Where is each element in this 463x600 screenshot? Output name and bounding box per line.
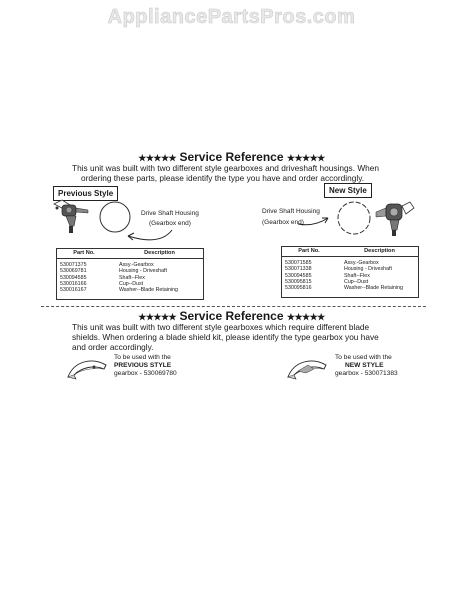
section1-intro-line2: ordering these parts, please identify the type you have and order accordingly. bbox=[81, 173, 365, 183]
table-row-desc: Shaft--Flex bbox=[344, 272, 370, 279]
new-gearbox-end-label: (Gearbox end) bbox=[262, 219, 304, 226]
table-header bbox=[282, 247, 418, 257]
new-housing-label: Drive Shaft Housing bbox=[262, 208, 320, 215]
stars-left-icon: ★★★★★ bbox=[138, 312, 177, 322]
section1-intro-line1: This unit was built with two different style gearboxes and driveshaft housings. When bbox=[72, 163, 379, 173]
new-housing-circle-icon bbox=[335, 199, 373, 237]
table-row-part: 530016167 bbox=[60, 287, 87, 294]
section2-intro-line2: shields. When ordering a blade shield kit, please identify the type gearbox you have bbox=[72, 332, 379, 342]
table-row-part: 530094585 bbox=[60, 274, 87, 281]
table-row-desc: Washer--Blade Retaining bbox=[119, 287, 178, 294]
new-parts-table bbox=[281, 246, 419, 298]
previous-shield-note bbox=[114, 354, 177, 378]
description-header: Description bbox=[144, 250, 175, 257]
table-row-desc: Cup--Dust bbox=[119, 280, 144, 287]
description-header: Description bbox=[364, 248, 395, 255]
previous-housing-label: Drive Shaft Housing bbox=[141, 210, 199, 217]
section2-intro-line1: This unit was built with two different style gearboxes which require different blade bbox=[72, 322, 370, 332]
new-pointer-arrow-icon bbox=[296, 214, 336, 228]
service-reference-title-2 bbox=[0, 309, 463, 323]
table-row-part: 530069781 bbox=[60, 268, 87, 275]
stars-right-icon: ★★★★★ bbox=[286, 312, 325, 322]
table-row-desc: Housing - Driveshaft bbox=[119, 268, 167, 275]
table-row-part: 530094585 bbox=[285, 272, 312, 279]
previous-note-line1: To be used with the bbox=[114, 354, 171, 361]
new-gearbox-drawing-icon bbox=[374, 196, 418, 240]
table-row-part: 530095815 bbox=[285, 278, 312, 285]
table-row-desc: Assy.-Gearbox bbox=[119, 262, 154, 268]
section2-intro-line3: and order accordingly. bbox=[72, 342, 154, 352]
table-row-part: 530071338 bbox=[285, 266, 312, 273]
table-row-desc: Washer--Blade Retaining bbox=[344, 285, 403, 292]
previous-note-line3: gearbox - 530069780 bbox=[114, 370, 177, 377]
table-row-part: 530071375 bbox=[60, 262, 87, 268]
table-row-part: 530095816 bbox=[285, 285, 312, 292]
table-row-part: 530016166 bbox=[60, 280, 87, 287]
table-row-desc: Assy.-Gearbox bbox=[344, 260, 379, 266]
table-row-desc: Housing - Driveshaft bbox=[344, 266, 392, 273]
table-row-desc: Cup--Dust bbox=[344, 278, 369, 285]
previous-blade-shield-icon bbox=[64, 355, 110, 383]
table-row-part: 530071585 bbox=[285, 260, 312, 266]
service-reference-title-1 bbox=[0, 150, 463, 164]
new-blade-shield-icon bbox=[284, 355, 330, 383]
new-note-line1: To be used with the bbox=[335, 354, 392, 361]
previous-pointer-arrow-icon bbox=[120, 228, 180, 250]
title-text: Service Reference bbox=[179, 150, 284, 164]
previous-note-line2: PREVIOUS STYLE bbox=[114, 362, 172, 369]
new-note-line2: NEW STYLE bbox=[345, 362, 384, 369]
table-row-desc: Shaft--Flex bbox=[119, 274, 145, 281]
section-divider bbox=[41, 306, 426, 307]
previous-style-label: Previous Style bbox=[53, 186, 118, 201]
previous-parts-table bbox=[56, 248, 204, 300]
site-watermark: AppliancePartsPros.com bbox=[107, 6, 356, 28]
previous-gearbox-drawing-icon bbox=[48, 196, 98, 240]
table-header bbox=[57, 249, 203, 259]
part-no-header: Part No. bbox=[73, 250, 95, 257]
new-shield-note bbox=[335, 354, 398, 378]
stars-right-icon: ★★★★★ bbox=[286, 153, 325, 163]
new-style-label: New Style bbox=[324, 183, 372, 198]
title-text: Service Reference bbox=[179, 309, 284, 323]
part-no-header: Part No. bbox=[298, 248, 320, 255]
stars-left-icon: ★★★★★ bbox=[138, 153, 177, 163]
previous-gearbox-end-label: (Gearbox end) bbox=[149, 220, 191, 227]
new-note-line3: gearbox - 530071383 bbox=[335, 370, 398, 377]
